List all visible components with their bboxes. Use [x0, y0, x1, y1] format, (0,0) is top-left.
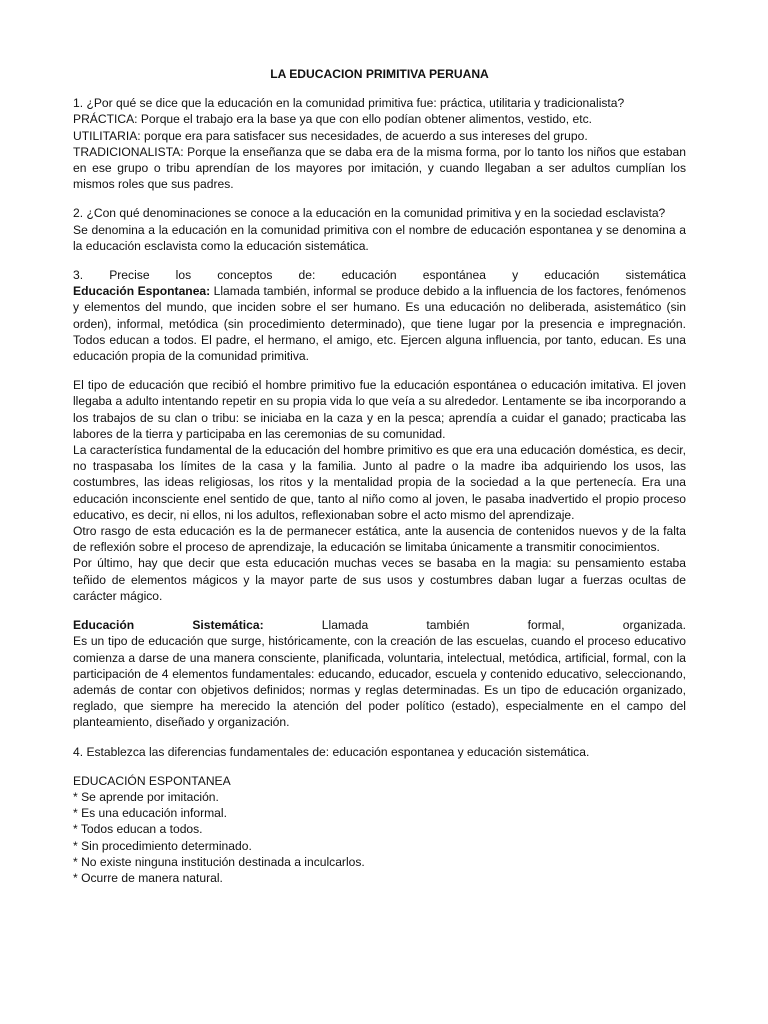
- list-item: * Sin procedimiento determinado.: [73, 838, 252, 853]
- question-4: 4. Establezca las diferencias fundamentales de: educación espontanea y educación sistemática.: [73, 744, 590, 759]
- espontanea-list-block: [73, 773, 686, 886]
- list-item: * Todos educan a todos.: [73, 822, 203, 837]
- lead-sistematica: Llamada también formal, organizada.: [263, 618, 686, 633]
- paragraph-2: La característica fundamental de la educación del hombre primitivo es que era una educación doméstica, es decir, no traspasaba los límites de la casa y la familia. Junto al padre o la madre iba adquiriendo los usos, las costumbres, las ideas religiosas, los ritos y la mentalidad propia de la sociedad a la que pertenecía. Era una educación inconsciente enel sentido de que, tanto al niño como al joven, le pasaba inadvertido el propio proceso educativo, es decir, ni ellos, ni los adultos, reflexionaban sobre el acto mismo del aprendizaje.: [73, 443, 686, 522]
- list-heading: EDUCACIÓN ESPONTANEA: [73, 773, 231, 788]
- document-title: LA EDUCACION PRIMITIVA PERUANA: [270, 67, 489, 81]
- question-3: 3. Precise los conceptos de: educación espontánea y educación sistemática: [73, 268, 686, 283]
- list-item: * Se aprende por imitación.: [73, 789, 219, 804]
- sistematica-block: [73, 617, 686, 730]
- answer-tradicionalista: TRADICIONALISTA: Porque la enseñanza que se daba era de la misma forma, por lo tanto los niños que estaban en ese grupo o tribu aprendían de los mayores por imitación, y cuando llegaban a ser adultos cumplían los mismos roles que sus padres.: [73, 144, 686, 192]
- list-item: * No existe ninguna institución destinada a inculcarlos.: [73, 854, 365, 869]
- paragraph-3: Otro rasgo de esta educación es la de permanecer estática, ante la ausencia de contenidos nuevos y de la falta de reflexión sobre el proceso de aprendizaje, la educación se limitaba únicamente a transmitir conocimientos.: [73, 524, 686, 555]
- definition-sistematica-heading: [73, 617, 686, 633]
- list-item: * Es una educación informal.: [73, 806, 227, 821]
- label-espontanea: Educación Espontanea:: [73, 284, 211, 299]
- question-1-block: [73, 95, 686, 192]
- question-2-block: [73, 205, 686, 254]
- answer-utilitaria: UTILITARIA: porque era para satisfacer sus necesidades, de acuerdo a sus intereses del grupo.: [73, 128, 588, 143]
- answer-2: Se denomina a la educación en la comunidad primitiva con el nombre de educación espontanea y se denomina a la educación esclavista como la educación sistemática.: [73, 222, 686, 253]
- text-sistematica: Es un tipo de educación que surge, históricamente, con la creación de las escuelas, cuando el proceso educativo comienza a darse de una manera consciente, planificada, voluntaria, intelectual, metódica, artificial, formal, con la participación de 4 elementos fundamentales: educando, educador, escuela y contenido educativo, seleccionando, además de contar con objetivos definidos; normas y reglas determinadas. Es un tipo de educación organizado, reglado, que siempre ha merecido la atención del poder político (estado), especialmente en el campo del planteamiento, diseñado y organización.: [73, 634, 686, 730]
- answer-practica: PRÁCTICA: Porque el trabajo era la base ya que con ello podían obtener alimentos, vestido, etc.: [73, 112, 592, 127]
- paragraph-4: Por último, hay que decir que esta educación muchas veces se basaba en la magia: su pensamiento estaba teñido de elementos mágicos y la mayor parte de sus usos y costumbres daban lugar a fuerzas ocultas de carácter mágico.: [73, 556, 686, 603]
- primitive-education-block: [73, 377, 686, 604]
- question-1: 1. ¿Por qué se dice que la educación en la comunidad primitiva fue: práctica, utilitaria y tradicionalista?: [73, 96, 625, 111]
- paragraph-1: El tipo de educación que recibió el hombre primitivo fue la educación espontánea o educación imitativa. El joven llegaba a adulto intentando repetir en su propia vida lo que veía a su alrededor. Lentamente se iba incorporando a los trabajos de su clan o tribu: se iniciaba en la caza y en la pesca; aprendía a cuidar el ganado; practicaba las labores de la tierra y participaba en las ceremonias de su comunidad.: [73, 378, 686, 441]
- label-sistematica: Educación Sistemática:: [73, 618, 264, 633]
- question-4-block: [73, 744, 686, 760]
- question-3-block: [73, 267, 686, 364]
- document-page: [73, 66, 686, 886]
- definition-espontanea: [73, 283, 686, 364]
- question-2: 2. ¿Con qué denominaciones se conoce a la educación en la comunidad primitiva y en la sociedad esclavista?: [73, 206, 666, 221]
- text-espontanea: Llamada también, informal se produce debido a la influencia de los factores, fenómenos y elementos del mundo, que inciden sobre el ser humano. Es una educación no deliberada, asistemático (sin orden), informal, metódica (sin procedimiento determinado), que tiene lugar por la presencia e impregnación. Todos educan a todos. El padre, el hermano, el amigo, etc. Ejercen alguna influencia, por tanto, educan. Es una educación propia de la comunidad primitiva.: [73, 284, 686, 364]
- list-item: * Ocurre de manera natural.: [73, 870, 223, 885]
